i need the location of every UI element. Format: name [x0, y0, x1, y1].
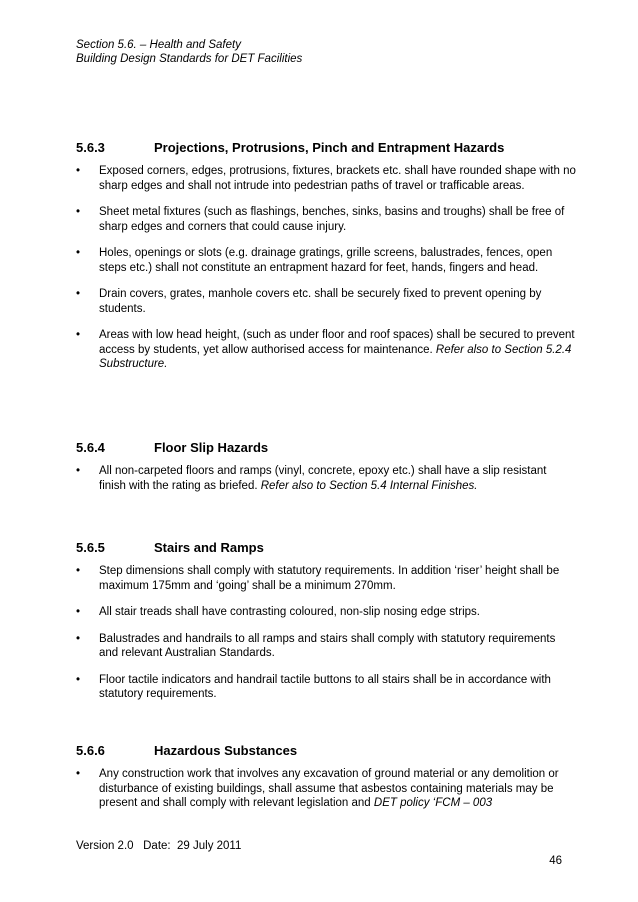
bullet-icon: •: [76, 247, 81, 259]
bullet-list: [76, 164, 576, 372]
item-text: All stair treads shall have contrasting coloured, non-slip nosing edge strips.: [99, 606, 480, 618]
section-number: 5.6.3: [76, 140, 105, 155]
section-5-6-4: [76, 440, 576, 505]
bullet-icon: •: [76, 768, 81, 780]
list-item: [76, 164, 576, 193]
list-item: [76, 464, 576, 493]
item-text: Areas with low head height, (such as under floor and roof spaces) shall be secured to prevent access by students, yet allow authorised access for maintenance.: [99, 329, 575, 356]
section-title: Floor Slip Hazards: [154, 440, 269, 455]
section-heading: [76, 540, 576, 556]
list-item: [76, 767, 576, 811]
section-heading: [76, 440, 576, 456]
bullet-icon: •: [76, 329, 81, 341]
item-text: Drain covers, grates, manhole covers etc. shall be securely fixed to prevent opening by students.: [99, 288, 542, 315]
list-item: [76, 246, 576, 275]
bullet-list: [76, 564, 576, 702]
section-title: Projections, Protrusions, Pinch and Entrapment Hazards: [154, 140, 505, 155]
header-document-line: Building Design Standards for DET Facilities: [76, 53, 303, 65]
footer-version: Version 2.0 Date: 29 July 2011: [76, 840, 242, 852]
bullet-icon: •: [76, 165, 81, 177]
list-item: [76, 605, 576, 620]
item-text: Balustrades and handrails to all ramps and stairs shall comply with statutory requirements and relevant Australian Standards.: [99, 632, 556, 659]
cross-reference: Refer also to Section 5.4 Internal Finishes.: [260, 479, 478, 492]
list-item: [76, 287, 576, 316]
list-item: [76, 205, 576, 234]
item-text: Holes, openings or slots (e.g. drainage gratings, grille screens, balustrades, fences, open steps etc.) shall not constitute an entrapment hazard for feet, hands, fingers and head.: [99, 247, 553, 274]
section-title: Hazardous Substances: [154, 743, 298, 758]
bullet-icon: •: [76, 632, 81, 645]
section-number: 5.6.6: [76, 743, 105, 758]
bullet-icon: •: [76, 288, 81, 300]
section-heading: [76, 743, 576, 759]
list-item: [76, 632, 576, 661]
bullet-list: [76, 767, 576, 811]
running-header: [76, 38, 302, 66]
section-number: 5.6.5: [76, 540, 105, 555]
item-text: Step dimensions shall comply with statutory requirements. In addition ‘riser’ height shall be maximum 175mm and ‘going’ shall be a minimum 270mm.: [99, 565, 560, 592]
list-item: [76, 564, 576, 593]
item-text: Any construction work that involves any excavation of ground material or any demolition or disturbance of existing buildings, shall assume that asbestos containing materials may be present and shall comply with relevant legislation and: [99, 768, 559, 809]
page-number: 46: [549, 855, 562, 867]
list-item: [76, 673, 576, 702]
cross-reference: DET policy ‘FCM – 003: [373, 797, 493, 809]
section-5-6-6: [76, 743, 576, 823]
item-text: Floor tactile indicators and handrail tactile buttons to all stairs shall be in accordance with statutory requirements.: [99, 673, 551, 700]
section-5-6-5: [76, 540, 576, 714]
section-title: Stairs and Ramps: [154, 540, 264, 555]
list-item: [76, 328, 576, 372]
bullet-icon: •: [76, 465, 81, 477]
item-text: Exposed corners, edges, protrusions, fixtures, brackets etc. shall have rounded shape with no sharp edges and shall not intrude into pedestrian paths of travel or trafficable areas.: [99, 165, 576, 192]
cross-reference: Refer also to Section 5.2.4 Substructure.: [99, 343, 572, 370]
item-text: Sheet metal fixtures (such as flashings, benches, sinks, basins and troughs) shall be free of sharp edges and corners that could cause injury.: [99, 206, 565, 233]
bullet-icon: •: [76, 606, 81, 618]
bullet-icon: •: [76, 565, 81, 577]
bullet-icon: •: [76, 206, 81, 218]
bullet-icon: •: [76, 673, 81, 686]
header-section-line: Section 5.6. – Health and Safety: [76, 39, 241, 51]
bullet-list: [76, 464, 576, 493]
item-text: All non-carpeted floors and ramps (vinyl, concrete, epoxy etc.) shall have a slip resistant finish with the rating as briefed.: [99, 465, 547, 492]
section-heading: [76, 140, 576, 156]
section-number: 5.6.4: [76, 440, 105, 455]
section-5-6-3: [76, 140, 576, 384]
